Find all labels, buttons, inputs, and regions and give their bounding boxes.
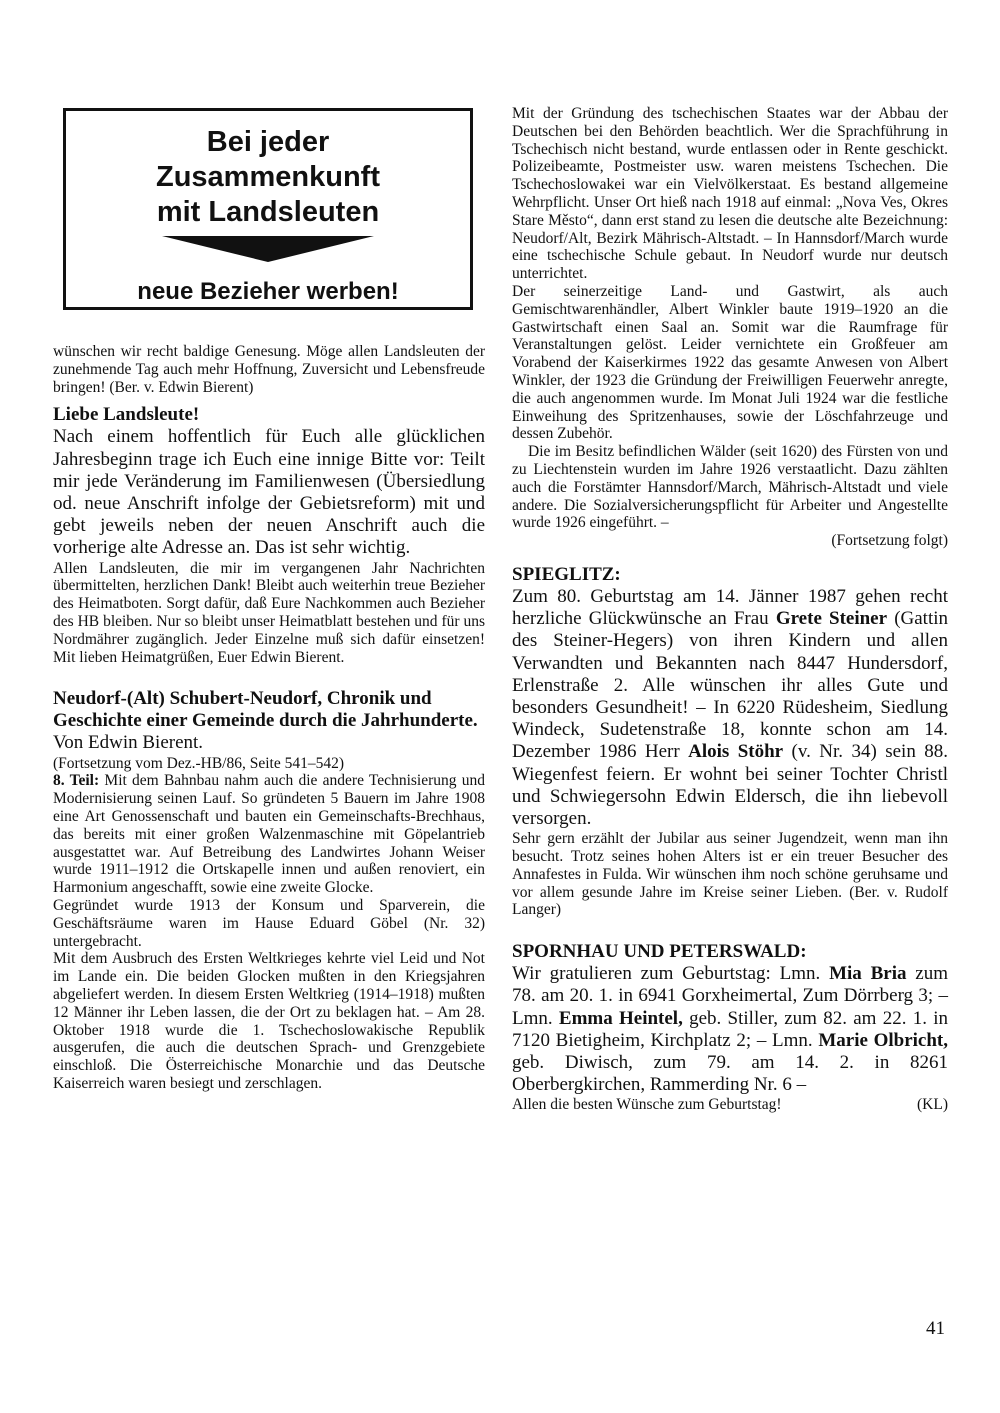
spornhau-name-3: Marie Olbricht,: [818, 1029, 948, 1051]
intro-paragraph: wünschen wir recht baldige Genesung. Möge allen Landsleuten der zunehmende Tag auch mehr Hoffnung, Zuversicht und Lebensfreude bringen! (Ber. v. Edwin Bierent): [53, 343, 485, 396]
spornhau-text-2: zum 78. am 20. 1. in 6941 Gorxheimertal, Zum Dörrberg 3; – Lmn.: [512, 963, 949, 1029]
konsum-paragraph: Gegründet wurde 1913 der Konsum und Sparverein, die Geschäftsräume waren im Hause Eduard Göbel (Nr. 32) untergebracht.: [53, 896, 485, 950]
chronik-reference: (Fortsetzung vom Dez.-HB/86, Seite 541–542): [53, 754, 345, 772]
closing-line: [512, 1096, 948, 1114]
ad-line-1: Bei jeder: [206, 126, 330, 158]
spieglitz-name-1: Grete Steiner: [775, 608, 888, 630]
spornhau-text-1: Wir gratulieren zum Geburtstag: Lmn.: [512, 963, 830, 985]
spornhau-name-2: Emma Heintel,: [558, 1007, 683, 1029]
closing-text: Allen die besten Wünsche zum Geburtstag!: [512, 1096, 782, 1114]
part-text: Mit dem Bahnbau nahm auch die andere Technisierung und Modernisierung seinen Lauf. So gründeten 5 Bauern im Jahre 1908 eine Art Genossenschaft und bauten ein Gemeinschafts-Brechhaus, das bereits mit einer großen Walzenmaschine mit Göpelantrieb ausgestattet war. Auf Betreibung des Landwirtes Johann Weiser wurde 1911–1912 die Ortskapelle innen und außen renoviert, ein Harmonium angeschafft, sowie eine zweite Glocke.: [53, 772, 485, 897]
spieglitz-text-3: (v. Nr. 34) sein 88. Wiegenfest feiern. Er wohnt bei seiner Tochter Christl und Schwiegersohn Edwin Eldersch, die ihn liebevoll versorgen.: [512, 741, 948, 829]
staat-paragraph: Mit der Gründung des tschechischen Staates war der Abbau der Deutschen bei den Behörden beachtlich. Wer die Sprachführung in Tschechisch nicht bestand, wurde entlassen oder in Rente geschickt. Polizeibeamte, Postmeister usw. waren meistens Tschechen. Die Tschechoslowakei war ein Vielvölkerstaat. Es bestand allgemeine Wehrpflicht. Unser Ort hieß nach 1918 auf einmal: „Nova Ves, Okres Stare Město“, dann erst stand zu lesen die deutsche alte Bezeichnung: Neudorf/Alt, Bezirk Mährisch-Altstadt. – In Hannsdorf/March wurde eine tschechische Schule gebaut. In Neudorf wurde nur deutsch unterrichtet.: [512, 105, 948, 283]
chronik-heading: Neudorf-(Alt) Schubert-Neudorf, Chronik und Geschichte einer Gemeinde durch die Jahrhunderte.: [53, 688, 478, 732]
continued-note: (Fortsetzung folgt): [831, 532, 948, 550]
spornhau-paragraph: [512, 963, 948, 1096]
right-column: [512, 105, 948, 1114]
spieglitz-text-1: Zum 80. Geburtstag am 14. Jänner 1987 gehen recht herzliche Glückwünsche an Frau: [512, 585, 948, 630]
part-label: 8. Teil:: [53, 772, 100, 790]
spornhau-text-3: geb. Stiller, zum 82. am 22. 1. in 7120 Bietigheim, Kirchplatz 2; – Lmn.: [512, 1007, 948, 1051]
greeting-body: Nach einem hoffentlich für Euch alle glücklichen Jahresbeginn trage ich Euch eine innige Bitte vor: Teilt mir jede Veränderung im Familienwesen (Übersiedlung od. neue Anschrift infolge der Gebietsreform) mit und gebt jeweils neben der neuen Anschrift auch die vorherige alte Adresse an. Das ist sehr wichtig.: [53, 426, 485, 559]
gastwirt-paragraph: Der seinerzeitige Land- und Gastwirt, als auch Gemischtwarenhändler, Albert Winkler baute 1919–1920 an die Gastwirtschaft einen Saal an. Somit war die Raumfrage für Veranstaltungen gelöst. Leider vernichtete ein Großfeuer am Vorabend der Kaiserkirmes 1922 das gesamte Anwesen von Albert Winkler, der 1923 die Gründung der Freiwilligen Feuerwehr anregte, die auch angenommen wurde. Im Monat Juli 1924 war die festliche Einweihung des Spritzenhauses, sowie der Löschfahrzeuge und dessen Zubehör.: [512, 282, 948, 443]
spieglitz-paragraph: [512, 586, 948, 830]
left-column: [53, 105, 485, 1093]
spornhau-heading: SPORNHAU UND PETERSWALD:: [512, 941, 807, 963]
ad-line-3: mit Landsleuten: [156, 196, 380, 228]
ad-subline: neue Bezieher werben!: [137, 278, 399, 305]
closing-signature: (KL): [917, 1096, 948, 1114]
greeting-heading: Liebe Landsleute!: [53, 404, 200, 426]
spornhau-text-4: geb. Diwisch, zum 79. am 14. 2. in 8261 Oberbergkirchen, Rammerding Nr. 6 –: [512, 1051, 948, 1096]
page-number: 41: [926, 1318, 945, 1339]
spornhau-name-1: Mia Bria: [829, 963, 907, 985]
weltkrieg-paragraph: Mit dem Ausbruch des Ersten Weltkrieges kehrte viel Leid und Not im Lande ein. Die beiden Glocken mußten in den Kriegsjahren abgeliefert werden. In diesem Ersten Weltkrieg (1914–1918) mußten 12 Männer ihr Leben lassen, die der Ort zu beklagen hat. – Am 28. Oktober 1918 wurde die 1. Tschechoslowakische Republik ausgerufen, die auch die deutschen Sprach- und Grenzgebiete einschloß. Die Österreichische Monarchie und das Deutsche Kaiserreich waren besiegt und zerschlagen.: [53, 950, 485, 1092]
chronik-author: Von Edwin Bierent.: [53, 732, 204, 754]
part-paragraph: [53, 772, 485, 897]
spieglitz-text-2: (Gattin des Steiner-Hegers) von ihren Kindern und allen Verwandten und Bekannten nach 8447 Hundersdorf, Erlenstraße 2. Alle wünschen ihr alles Gute und besonders Gesundheit! – In 6220 Rüdesheim, Siedlung Windeck, Sudetenstraße 18, konnte schon am 14. Dezember 1986 Herr: [512, 608, 949, 763]
ad-line-2: Zusammenkunft: [156, 161, 380, 193]
spieglitz-heading: SPIEGLITZ:: [512, 563, 621, 585]
thanks-paragraph: Allen Landsleuten, die mir im vergangenen Jahr Nachrichten übermittelten, herzlichen Dank! Bleibt auch weiterhin treue Bezieher des Heimatboten. Sorgt dafür, daß Eure Nachkommen auch Bezieher des HB bleiben. Nur so bleibt unser Heimatblatt bestehen und für uns Nordmährer zugänglich. Jeder Einzelne muß sich dafür einsetzen! Mit lieben Heimatgrüßen, Euer Edwin Bierent.: [53, 559, 485, 666]
waelder-paragraph: Die im Besitz befindlichen Wälder (seit 1620) des Fürsten von und zu Liechtenstein wurden im Jahre 1926 verstaatlicht. Dazu zählten auch die Forstämter Hannsdorf/March, Mährisch-Altstadt und viele andere. Die Sozialversicherungspflicht für Arbeiter und Angestellte wurde 1926 eingeführt. –: [512, 443, 948, 532]
spieglitz-name-2: Alois Stöhr: [688, 741, 784, 763]
spieglitz-small-paragraph: Sehr gern erzählt der Jubilar aus seiner Jugendzeit, wenn man ihn besucht. Trotz seines hohen Alters ist er ein treuer Besucher des Annafestes in Fulda. Wir wünschen ihm noch schöne geruhsame und vor allem gesunde Jahre im Kreise seiner Lieben. (Ber. v. Rudolf Langer): [512, 830, 948, 919]
